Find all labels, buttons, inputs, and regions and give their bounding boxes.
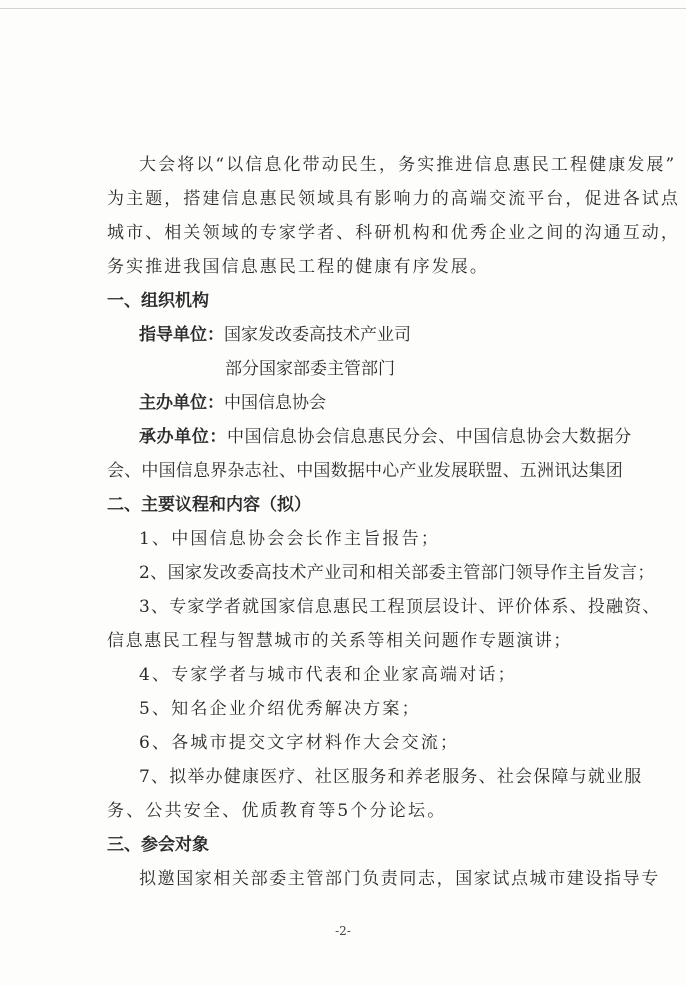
agenda-item-6: 6、各城市提交文字材料作大会交流； <box>139 733 460 753</box>
organizer-label: 承办单位： <box>139 427 227 447</box>
agenda-item-1: 1、中国信息协会会长作主旨报告； <box>139 529 441 549</box>
agenda-item-4: 4、专家学者与城市代表和企业家高端对话； <box>139 665 517 685</box>
agenda-item-3: 3、专家学者就国家信息惠民工程顶层设计、评价体系、投融资、 <box>139 597 661 617</box>
section-heading-agenda: 二、主要议程和内容（拟） <box>107 495 311 515</box>
host-row <box>139 392 326 414</box>
agenda-item-7: 7、拟举办健康医疗、社区服务和养老服务、社会保障与就业服 <box>139 767 643 787</box>
organizer-line-1: 中国信息协会信息惠民分会、中国信息协会大数据分 <box>227 427 632 447</box>
page-number: -2- <box>335 924 351 938</box>
organizer-line-2: 会、中国信息界杂志社、中国数据中心产业发展联盟、五洲讯达集团 <box>107 461 623 481</box>
host-unit: 中国信息协会 <box>224 393 326 413</box>
section-heading-organization: 一、组织机构 <box>107 291 209 311</box>
intro-line-4: 务实推进我国信息惠民工程的健康有序发展。 <box>107 257 489 277</box>
section-heading-participants: 三、参会对象 <box>107 835 209 855</box>
participants-line-1: 拟邀国家相关部委主管部门负责同志，国家试点城市建设指导专 <box>139 869 660 889</box>
intro-line-2: 为主题，搭建信息惠民领域具有影响力的高端交流平台，促进各试点 <box>107 189 680 209</box>
guide-label: 指导单位： <box>139 325 224 345</box>
host-label: 主办单位： <box>139 393 224 413</box>
guide-unit-2: 部分国家部委主管部门 <box>225 359 395 379</box>
guide-row <box>139 324 411 346</box>
intro-line-1: 大会将以“以信息化带动民生，务实推进信息惠民工程健康发展” <box>139 155 677 175</box>
guide-unit-1: 国家发改委高技术产业司 <box>224 325 411 345</box>
agenda-item-5: 5、知名企业介绍优秀解决方案； <box>139 699 421 719</box>
intro-line-3: 城市、相关领域的专家学者、科研机构和优秀企业之间的沟通互动， <box>107 223 680 243</box>
agenda-item-3-continued: 信息惠民工程与智慧城市的关系等相关问题作专题演讲； <box>107 631 572 651</box>
scan-top-edge <box>0 8 686 9</box>
organizer-row <box>139 426 632 448</box>
agenda-item-7-continued: 务、公共安全、优质教育等5个分论坛。 <box>107 801 447 821</box>
agenda-item-2: 2、国家发改委高技术产业司和相关部委主管部门领导作主旨发言； <box>139 563 655 583</box>
